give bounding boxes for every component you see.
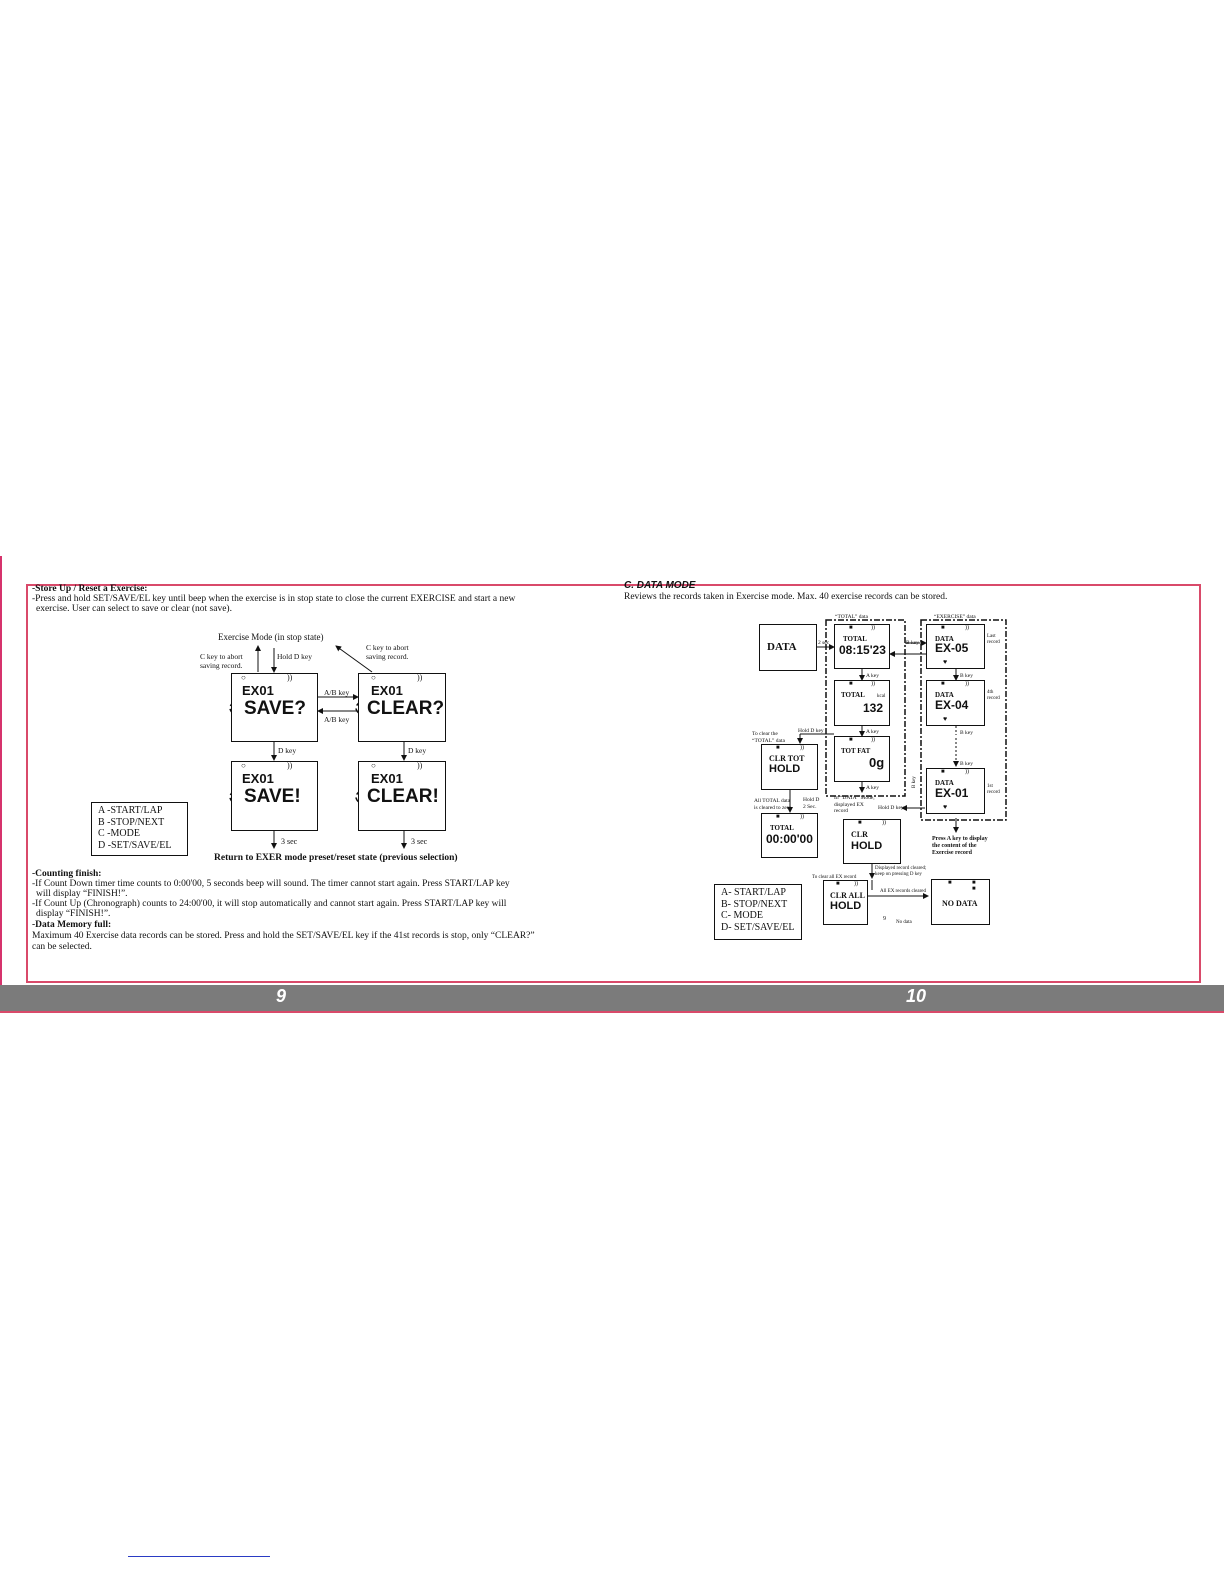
page-footer-bar [0,985,1224,1013]
b-key-label-2: B key [960,730,973,736]
lcd-total-time: ■ )) TOTAL 08:15'23 [834,624,890,669]
lcd-total-fat: ■ )) TOT FAT 0g [834,736,890,782]
display-note: In “DATA” Mode, displayed EX record [834,795,875,814]
displayed-cleared-note: Displayed record cleared; keep on pressing D key [875,866,927,877]
a-key-label-1: A key [866,673,879,679]
no-data-note: No data [896,920,912,925]
bottom-rule [128,1556,270,1557]
lcd-data-ex01: ■ )) DATA EX-01 ♥ [926,768,985,814]
lcd-total-zero: ■ )) TOTAL 00:00'00 [761,813,818,858]
hold-d-2sec: Hold D 2 Sec. [803,797,820,810]
press-a-note: Press A key to display the content of the Exercise record [932,836,988,856]
ab-key-label-bottom: A/B key [324,715,350,724]
clock-mark: 9 [883,916,886,922]
total-group-label: “TOTAL” data [835,614,868,620]
c-key-abort-right: C key to abort saving record. [366,643,409,661]
first-record-note: 1st record [987,784,1000,795]
a-key-label-3: A key [866,785,879,791]
hold-d-key-1: Hold D key [798,728,824,734]
counting-heading: -Counting finish: [32,869,102,879]
counting-line-1: -If Count Down timer time counts to 0:00'00, 5 seconds beep will sound. The timer cannot start again. Press START/LAP key [32,879,510,889]
lcd-clr-tot-hold: ■ )) CLR TOT HOLD [761,744,818,790]
lcd-clr-all-hold: ■ )) CLR ALL HOLD [823,880,868,925]
store-line-1: -Press and hold SET/SAVE/EL key until beep when the exercise is in stop state to close the current EXERCISE and start a new [32,594,516,604]
memory-line-1: Maximum 40 Exercise data records can be stored. Press and hold the SET/SAVE/EL key if the 41st records is stop, only “CLEAR?” [32,931,535,941]
hold-d-key-label: Hold D key [277,652,312,661]
clear-all-note: To clear all EX record [812,875,857,880]
two-sec-label: 2 sec [818,640,830,646]
exercise-mode-label: Exercise Mode (in stop state) [218,632,324,642]
lcd-data-ex05: ■ )) DATA EX-05 ♥ [926,624,985,669]
page-number-left: 9 [276,986,287,1006]
a-key-label-2: A key [866,729,879,735]
lcd-ex01-save-question: ○ )) EX01 SAVE? [231,673,318,742]
exercise-group-label: “EXERCISE” data [934,614,976,620]
counting-line-4: display “FINISH!”. [36,909,111,919]
three-sec-right: 3 sec [411,837,428,846]
page-number-right: 10 [906,986,927,1006]
hold-d-key-2: Hold D key [878,805,904,811]
last-record-note: Last record [987,634,1000,645]
lcd-ex01-save-done: ○ )) EX01 SAVE! [231,761,318,831]
return-note: Return to EXER mode preset/reset state (previous selection) [214,853,458,863]
store-line-2: exercise. User can select to save or clear (not save). [36,604,232,614]
all-cleared-note: All EX records cleared [880,889,926,894]
b-key-side-label: B key [912,776,917,788]
data-mode-heading: C. DATA MODE [624,580,696,591]
three-sec-left: 3 sec [281,837,298,846]
lcd-no-data: ■ ■ ■ NO DATA [931,879,990,925]
fourth-record-note: 4th record [987,690,1000,701]
lcd-ex01-clear-done: ○ )) EX01 CLEAR! [358,761,446,831]
lcd-total-kcal: ■ )) TOTAL kcal 132 [834,680,890,726]
lcd-data-mode: DATA [759,624,817,671]
store-heading: -Store Up / Reset a Exercise: [32,584,148,594]
b-key-label-3: B key [960,761,973,767]
d-key-label-left: D key [278,746,297,755]
memory-heading: -Data Memory full: [32,920,112,930]
counting-line-2: will display “FINISH!”. [36,889,128,899]
clear-total-note: To clear the “TOTAL” data [752,731,785,744]
memory-line-2: can be selected. [32,942,92,952]
c-key-abort-left: C key to abort saving record. [200,652,243,670]
b-key-top-label: B key [906,640,919,646]
data-mode-intro: Reviews the records taken in Exercise mode. Max. 40 exercise records can be stored. [624,592,948,602]
lcd-ex01-clear-question: ○ )) EX01 CLEAR? [358,673,446,742]
ab-key-label-top: A/B key [324,688,350,697]
right-key-legend: A- START/LAP B- STOP/NEXT C- MODE D- SET/SAVE/EL [714,884,802,940]
counting-line-3: -If Count Up (Chronograph) counts to 24:00'00, it will stop automatically and cannot start again. Press START/LAP key will [32,899,507,909]
d-key-label-right: D key [408,746,427,755]
all-total-note: All TOTAL data is cleared to zero [754,798,792,811]
b-key-label-1: B key [960,673,973,679]
lcd-clr-hold: ■ )) CLR HOLD [843,819,901,864]
lcd-data-ex04: ■ )) DATA EX-04 ♥ [926,680,985,726]
left-key-legend: A -START/LAP B -STOP/NEXT C -MODE D -SET/SAVE/EL [91,802,188,856]
